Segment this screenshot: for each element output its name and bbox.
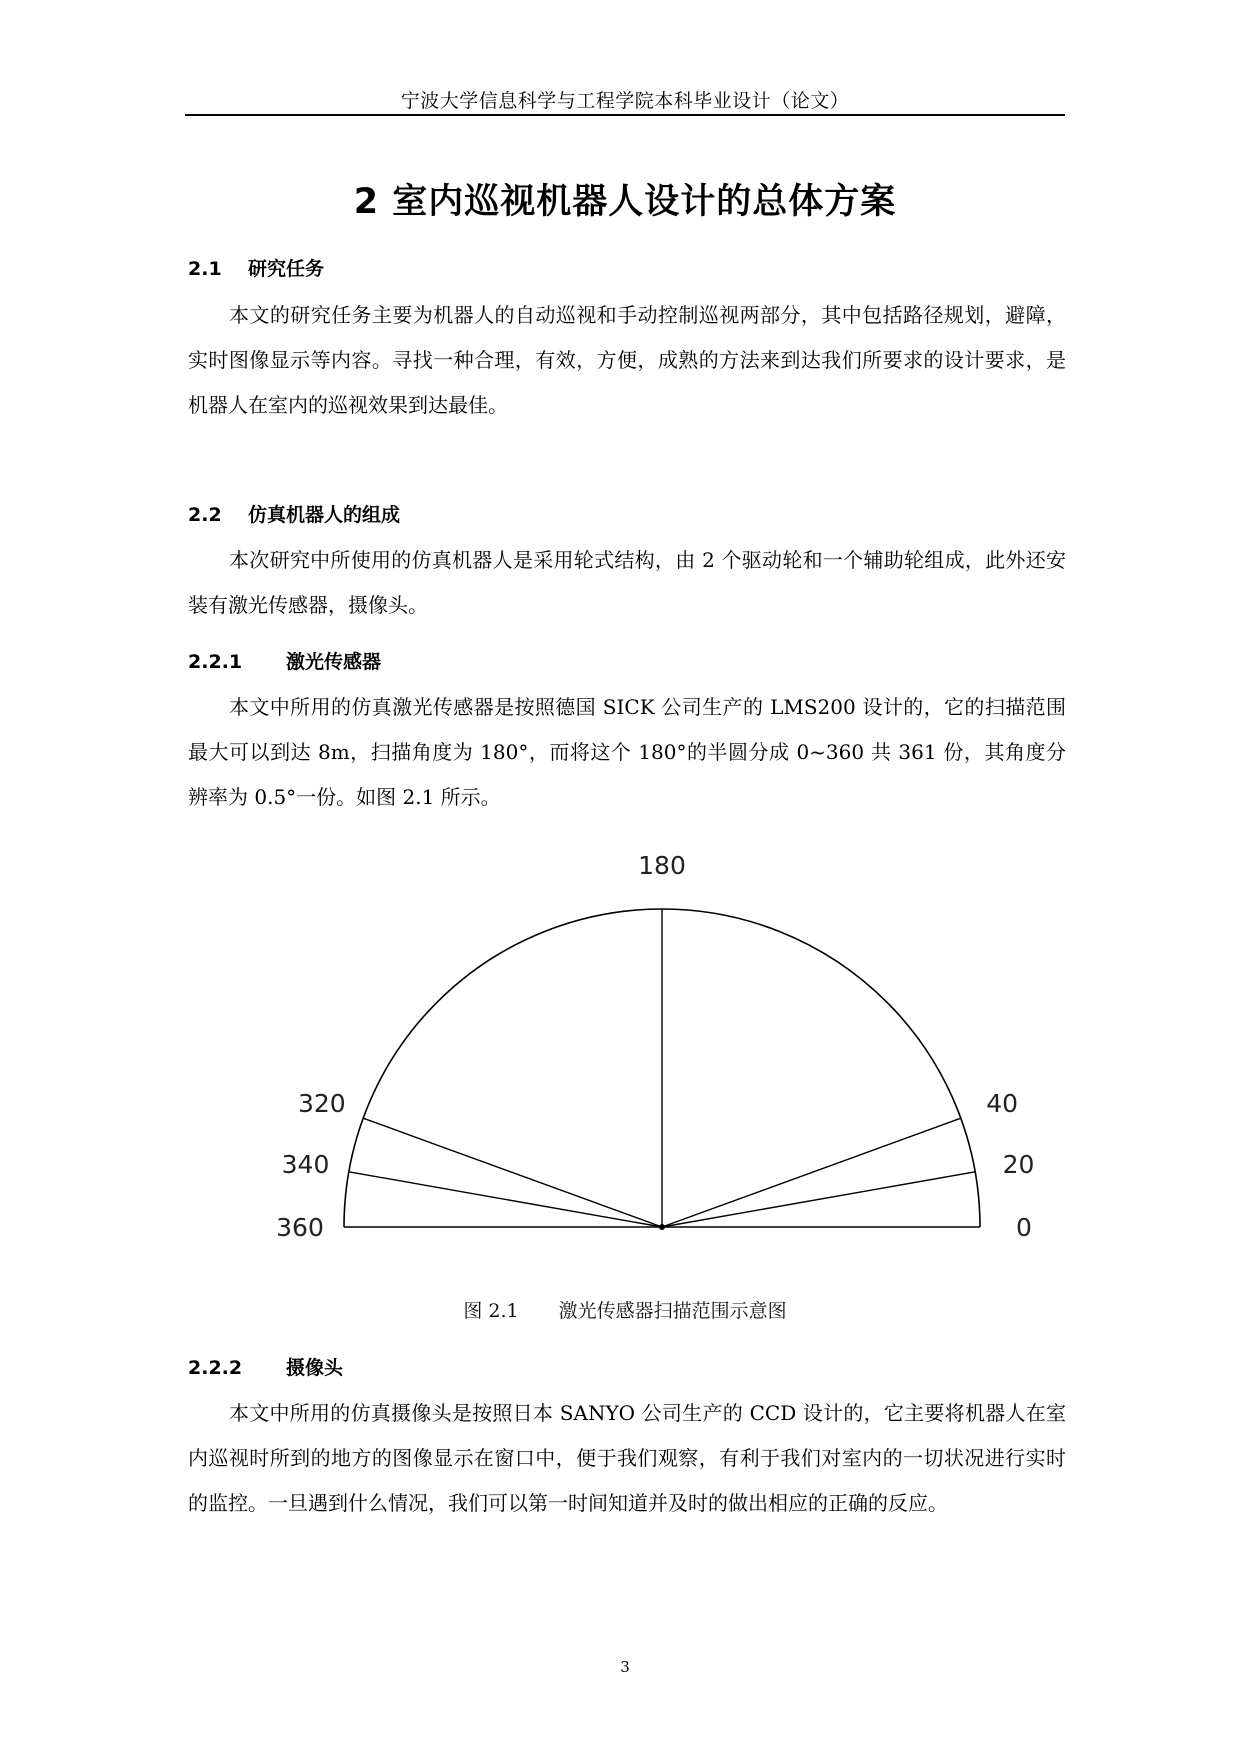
section-number: 2.2.1 (188, 651, 243, 673)
page-number: 3 (620, 1658, 630, 1676)
section-title: 仿真机器人的组成 (248, 504, 401, 526)
section-2-1-body: 本文的研究任务主要为机器人的自动巡视和手动控制巡视两部分，其中包括路径规划，避障，实时图像显示等内容。寻找一种合理，有效，方便，成熟的方法来到达我们所要求的设计要求，是机器人在室内的巡视效果到达最佳。 (188, 303, 1066, 417)
figure-caption (185, 1296, 1065, 1323)
section-heading-2-2 (188, 500, 400, 527)
section-heading-2-1 (188, 254, 324, 281)
scan-ray-label-340: 340 (281, 1150, 330, 1180)
section-number: 2.1 (188, 258, 222, 280)
section-title: 激光传感器 (286, 651, 382, 673)
running-header: 宁波大学信息科学与工程学院本科毕业设计（论文） (400, 90, 850, 112)
scan-ray-20 (662, 1172, 975, 1227)
section-title: 摄像头 (286, 1357, 344, 1379)
section-number: 2.2.2 (188, 1357, 243, 1379)
scan-ray-340 (349, 1172, 662, 1227)
scan-ray-label-180: 180 (638, 851, 686, 880)
figure-caption-text: 激光传感器扫描范围示意图 (558, 1300, 787, 1322)
sensor-origin-point (659, 1224, 665, 1230)
section-heading-2-2-1 (188, 647, 381, 674)
scan-ray-label-40: 40 (986, 1089, 1019, 1119)
laser-scan-range-figure (262, 851, 1035, 1252)
chapter-title: 2 室内巡视机器人设计的总体方案 (353, 182, 897, 222)
section-2-2-1-body: 本文中所用的仿真激光传感器是按照德国 SICK 公司生产的 LMS200 设计的，它的扫描范围最大可以到达 8m，扫描角度为 180°，而将这个 180°的半圆分成 0~360 共 361 份，其角度分辨率为 0.5°一份。如图 2.1 所示。 (188, 695, 1066, 809)
scan-ray-label-320: 320 (297, 1089, 346, 1119)
scan-ray-label-360: 360 (276, 1213, 324, 1242)
scan-ray-320 (363, 1118, 662, 1227)
section-2-2-body: 本次研究中所使用的仿真机器人是采用轮式结构，由 2 个驱动轮和一个辅助轮组成，此外还安装有激光传感器，摄像头。 (188, 548, 1066, 617)
scan-ray-label-0: 0 (1016, 1213, 1032, 1242)
section-title: 研究任务 (248, 258, 325, 280)
scan-ray-label-20: 20 (1002, 1150, 1035, 1180)
section-2-2-2-body: 本文中所用的仿真摄像头是按照日本 SANYO 公司生产的 CCD 设计的，它主要将机器人在室内巡视时所到的地方的图像显示在窗口中，便于我们观察，有利于我们对室内的一切状况进行实时的监控。一旦遇到什么情况，我们可以第一时间知道并及时的做出相应的正确的反应。 (188, 1401, 1066, 1515)
figure-caption-number: 图 2.1 (463, 1300, 519, 1322)
scan-ray-40 (662, 1118, 961, 1227)
section-heading-2-2-2 (188, 1353, 343, 1380)
scan-diagram (262, 851, 1035, 1252)
section-number: 2.2 (188, 504, 222, 526)
header-rule (185, 114, 1065, 116)
